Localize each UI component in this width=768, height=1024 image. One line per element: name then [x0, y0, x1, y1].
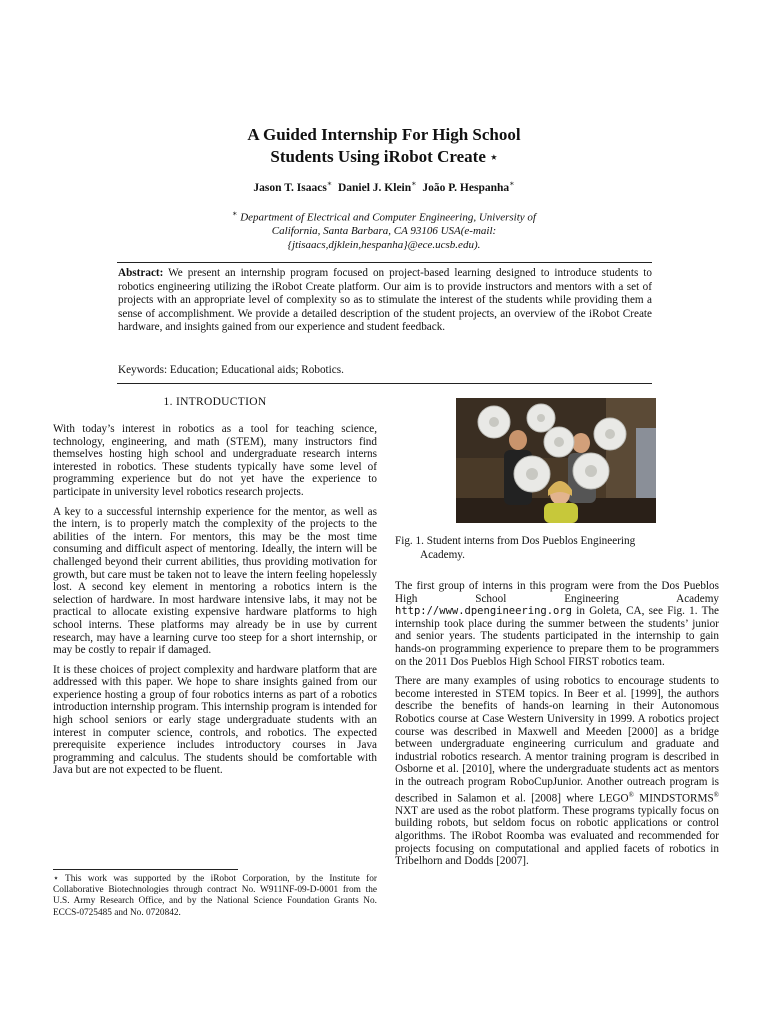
- paper-title: [120, 124, 648, 168]
- right-paragraph-1-text-b: in Goleta, CA, see Fig. 1. The internship took place during the summer between the students’ junior and senior years. The students participated in the internship to gain hands-on programming experience to prepare them to be programmers on the 2011 Dos Pueblos High School FIRST robotics team.: [395, 605, 719, 668]
- caption-label: Fig. 1.: [395, 535, 424, 547]
- caption-text-line-1: Student interns from Dos Pueblos Engineering: [426, 535, 636, 547]
- abstract-bottom-rule: [117, 383, 652, 384]
- registered-mark-2: ®: [713, 790, 719, 799]
- caption-text-line-2: Academy.: [420, 548, 465, 561]
- author-2: Daniel J. Klein: [337, 181, 412, 194]
- affiliation: [190, 207, 578, 252]
- affiliation-mark: ∗: [232, 209, 238, 218]
- author-1: Jason T. Isaacs: [253, 181, 327, 194]
- intro-paragraph-2: A key to a successful internship experience for the mentor, as well as the intern, is to properly match the complexity of the projects to the abilities of the intern. For mentors, this may be the most time consuming and difficult aspect of mentoring. Ideally, the intern will be challenged beyond their current abilities, thus providing motivation for growth, but care must be taken not to leave the intern feeling hopelessly lost. A second key element in mentoring a robotics intern is the selection of hardware. In most hardware intensive labs, it may not be practical to allocate existing expensive hardware platforms to high school interns. These platforms may already be in use by current research, may have a learning curve too steep for a short internship, or may be costly to repair if damaged.: [53, 505, 377, 657]
- section-heading-introduction: 1. INTRODUCTION: [163, 396, 267, 408]
- footnote-rule: [53, 869, 238, 870]
- title-line-2-text: Students Using iRobot Create: [270, 147, 486, 166]
- dpengineering-link[interactable]: http://www.dpengineering.org: [395, 605, 573, 618]
- abstract-top-rule: [117, 262, 652, 263]
- abstract-label: Abstract:: [118, 267, 164, 279]
- figure-caption: [395, 535, 719, 562]
- author-list: [120, 179, 648, 194]
- left-column: [53, 423, 377, 784]
- right-paragraph-2-text-mid: MINDSTORMS: [639, 792, 714, 805]
- registered-mark-1: ®: [628, 790, 634, 799]
- author-3: João P. Hespanha: [422, 181, 510, 194]
- title-star-mark: ⋆: [490, 150, 498, 164]
- right-paragraph-2: [395, 675, 719, 868]
- abstract-text: We present an internship program focused on project-based learning designed to introduce students to robotics engineering utilizing the iRobot Create platform. Our aim is to provide instructors and mentors with a set of projects with an appropriate level of complexity so as to stimulate the interest of the students while providing them a sense of accomplishment. We provide a detailed description of the student projects, an overview of the iRobot Create hardware, and insights gained from our experience and student feedback.: [118, 267, 652, 333]
- right-paragraph-2-text-a: There are many examples of using robotics to encourage students to become interested in STEM topics. In Beer et al. [1999], the authors describe the benefits of hands-on learning in their Autonomous Robotics course at Case Western University in 1999. A robotics project course was described in Maxwell and Meeden [2000] as a bridge between undergraduate engineering curriculum and graduate and industrial robotics research. A mentor training program is described in Osborne et al. [2010], where the undergraduate students act as mentors in the outreach program RoboCupJunior. Another outreach program is described in Salamon et al. [2008] where LEGO: [395, 675, 719, 805]
- photo-illustration: [456, 398, 656, 523]
- right-paragraph-2-text-b: NXT are used as the robot platform. These programs typically focus on building robots, but seldom focus on robotic applications or control algorithms. The iRobot Roomba was evaluated and recommended for projects focusing on computational and applied facets of robotics in Tribelhorn and Dodds [2007].: [395, 804, 719, 868]
- abstract: [118, 267, 652, 335]
- affiliation-line-1-text: Department of Electrical and Computer Engineering, University of: [240, 211, 536, 224]
- intro-paragraph-3: It is these choices of project complexity and hardware platform that are addressed with this paper. We hope to share insights gained from our experience hosting a group of four robotics interns as part of a robotics introduction internship program. This internship program is intended for high school seniors or early stage undergraduate students with an interest in computer science, controls, and robotics. The expected prerequisite experience includes introductory courses in Java programming and calculus. The students should be comfortable with Java but are not expected to be fluent.: [53, 663, 377, 777]
- affiliation-line-2: California, Santa Barbara, CA 93106 USA(e-mail:: [271, 225, 497, 238]
- affiliation-line-1: [190, 207, 578, 225]
- author-3-mark: ∗: [509, 179, 515, 188]
- right-column: [395, 580, 719, 875]
- right-paragraph-1: [395, 580, 719, 668]
- figure-photo-student-interns: [456, 398, 656, 523]
- footnote: ⋆ This work was supported by the iRobot Corporation, by the Institute for Collaborative Biotechnologies through contract No. W911NF-09-D-0001 from the U.S. Army Research Office, and by the National Science Foundation Grants No. ECCS-0725485 and No. 0720842.: [53, 874, 377, 918]
- author-1-mark: ∗: [326, 179, 333, 188]
- affiliation-email: {jtisaacs,djklein,hespanha}@ece.ucsb.edu).: [287, 238, 481, 251]
- keywords: Keywords: Education; Educational aids; Robotics.: [118, 364, 344, 376]
- author-2-mark: ∗: [411, 179, 417, 188]
- intro-paragraph-1: With today’s interest in robotics as a tool for teaching science, technology, engineering, and math (STEM), many instructors find themselves hosting high school and undergraduate research interns interested in robotics. These students typically have some level of programming experience but do not yet have the experience to participate in university level robotics research projects.: [53, 423, 377, 498]
- title-line-2: [120, 146, 648, 168]
- title-line-1: A Guided Internship For High School: [247, 125, 521, 144]
- right-paragraph-1-text-a: The first group of interns in this program were from the Dos Pueblos High School Engineering Academy: [395, 580, 719, 605]
